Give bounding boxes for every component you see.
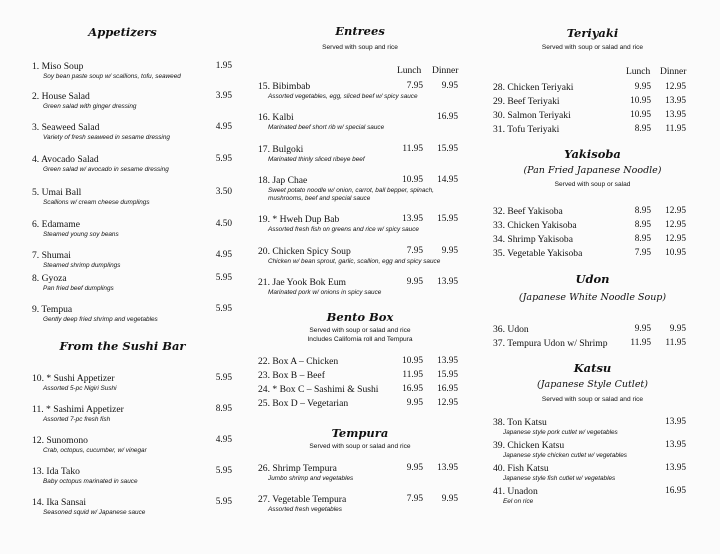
lunch-price: 16.95 <box>402 384 423 394</box>
lunch-price: 11.95 <box>402 144 423 154</box>
lunch-price: 10.95 <box>630 96 651 106</box>
dinner-header: Dinner <box>660 67 687 77</box>
dinner-price: 16.95 <box>437 112 458 122</box>
item-description: Gently deep fried shrimp and vegetables <box>43 316 158 323</box>
item-name: 8. Gyoza <box>32 273 67 284</box>
section-title-tempura: Tempura <box>331 426 389 440</box>
lunch-price: 8.95 <box>634 124 651 134</box>
item-name: 34. Shrimp Yakisoba <box>493 234 573 245</box>
item-name: 16. Kalbi <box>258 112 294 123</box>
item-name: 6. Edamame <box>32 219 80 230</box>
item-name: 38. Ton Katsu <box>493 417 547 428</box>
section-subtitle-2: Served with soup or salad <box>554 181 631 188</box>
item-price: 5.95 <box>215 304 232 314</box>
item-description: Steamed young soy beans <box>43 231 119 238</box>
section-subtitle-2: Includes California roll and Tempura <box>307 336 413 343</box>
lunch-price: 7.95 <box>406 246 423 256</box>
dinner-price: 13.95 <box>665 96 686 106</box>
item-name: 36. Udon <box>493 324 529 335</box>
item-name: 11. * Sashimi Appetizer <box>32 404 124 415</box>
dinner-price: 9.95 <box>441 494 458 504</box>
dinner-price: 9.95 <box>441 246 458 256</box>
dinner-price: 15.95 <box>437 370 458 380</box>
section-title-teriyaki: Teriyaki <box>566 26 619 40</box>
column-entrees <box>245 0 475 554</box>
item-name: 35. Vegetable Yakisoba <box>493 248 583 259</box>
item-name: 4. Avocado Salad <box>32 154 99 165</box>
dinner-price: 13.95 <box>437 277 458 287</box>
item-name: 28. Chicken Teriyaki <box>493 82 574 93</box>
item-description: Assorted fresh vegetables <box>268 506 342 513</box>
dinner-price: 13.95 <box>437 356 458 366</box>
lunch-price: 8.95 <box>634 220 651 230</box>
item-price: 1.95 <box>215 61 232 71</box>
item-description: Scallions w/ cream cheese dumplings <box>43 199 150 206</box>
lunch-price: 9.95 <box>406 277 423 287</box>
item-description: Assorted vegetables, egg, sliced beef w/ spicy sauce <box>268 93 418 100</box>
dinner-price: 13.95 <box>665 110 686 120</box>
item-name: 13. Ida Tako <box>32 466 80 477</box>
column-appetizers <box>0 0 245 554</box>
item-name: 10. * Sushi Appetizer <box>32 373 115 384</box>
lunch-price: 10.95 <box>402 175 423 185</box>
section-subtitle: Served with soup or salad and rice <box>541 44 644 51</box>
item-name: 20. Chicken Spicy Soup <box>258 246 351 257</box>
section-title-udon: Udon <box>575 272 610 286</box>
item-name: 27. Vegetable Tempura <box>258 494 347 505</box>
item-name: 2. House Salad <box>32 91 90 102</box>
section-title-sushi-bar: From the Sushi Bar <box>59 339 186 353</box>
lunch-price: 11.95 <box>630 338 651 348</box>
item-price: 4.50 <box>215 219 232 229</box>
item-name: 17. Bulgoki <box>258 144 304 155</box>
lunch-price: 9.95 <box>634 324 651 334</box>
item-name: 14. Ika Sansai <box>32 497 87 508</box>
item-description: Seasoned squid w/ Japanese sauce <box>43 509 146 516</box>
item-name: 1. Miso Soup <box>32 61 84 72</box>
item-name: 21. Jae Yook Bok Eum <box>258 277 346 288</box>
dinner-price: 14.95 <box>437 175 458 185</box>
section-subtitle: Served with soup or salad and rice <box>309 443 411 450</box>
dinner-price: 10.95 <box>665 248 686 258</box>
item-description: Assorted 7-pc fresh fish <box>43 416 111 423</box>
section-subtitle: (Pan Fried Japanese Noodle) <box>523 165 662 176</box>
item-price: 4.95 <box>215 250 232 260</box>
item-description: Green salad w/ avocado in sesame dressing <box>43 166 169 173</box>
item-name: 30. Salmon Teriyaki <box>493 110 571 121</box>
dinner-price: 15.95 <box>437 144 458 154</box>
lunch-price: 9.95 <box>406 463 423 473</box>
section-subtitle: Served with soup and rice <box>322 44 398 51</box>
item-name: 5. Umai Ball <box>32 187 82 198</box>
item-description: Eel on rice <box>503 498 534 505</box>
item-price: 4.95 <box>215 435 232 445</box>
item-name: 25. Box D – Vegetarian <box>258 398 349 409</box>
lunch-price: 7.95 <box>406 494 423 504</box>
item-description: Marinated beef short rib w/ special sauce <box>268 124 385 131</box>
item-name: 18. Jap Chae <box>258 175 308 186</box>
item-description: Assorted 5-pc Nigiri Sushi <box>43 385 117 392</box>
item-price: 3.50 <box>215 187 232 197</box>
item-description: Assorted fresh fish on greens and rice w/ spicy sauce <box>268 226 419 233</box>
dinner-price: 11.95 <box>665 338 686 348</box>
item-name: 37. Tempura Udon w/ Shrimp <box>493 338 608 349</box>
item-name: 7. Shumai <box>32 250 71 261</box>
section-subtitle: (Japanese Style Cutlet) <box>537 379 648 390</box>
lunch-price: 10.95 <box>630 110 651 120</box>
section-title-bento: Bento Box <box>326 310 394 324</box>
item-name: 22. Box A – Chicken <box>258 356 339 367</box>
dinner-price: 12.95 <box>665 220 686 230</box>
item-price: 5.95 <box>215 273 232 283</box>
item-description: Pan fried beef dumplings <box>43 285 114 292</box>
lunch-header: Lunch <box>397 66 422 76</box>
item-description: Baby octopus marinated in sauce <box>43 478 138 485</box>
item-name: 32. Beef Yakisoba <box>493 206 563 217</box>
dinner-price: 13.95 <box>437 463 458 473</box>
item-name: 29. Beef Teriyaki <box>493 96 560 107</box>
item-name: 40. Fish Katsu <box>493 463 549 474</box>
lunch-price: 11.95 <box>402 370 423 380</box>
dinner-price: 12.95 <box>665 82 686 92</box>
item-name: 33. Chicken Yakisoba <box>493 220 577 231</box>
item-name: 3. Seaweed Salad <box>32 122 100 133</box>
lunch-price: 9.95 <box>634 82 651 92</box>
dinner-price: 16.95 <box>437 384 458 394</box>
item-name: 24. * Box C – Sashimi & Sushi <box>258 384 379 395</box>
section-title-katsu: Katsu <box>573 361 612 375</box>
item-name: 41. Unadon <box>493 486 538 497</box>
item-price: 13.95 <box>665 417 686 427</box>
section-subtitle: (Japanese White Noodle Soup) <box>518 292 667 303</box>
dinner-price: 12.95 <box>665 206 686 216</box>
item-name: 9. Tempua <box>32 304 73 315</box>
dinner-price: 9.95 <box>441 81 458 91</box>
item-price: 4.95 <box>215 122 232 132</box>
section-title-entrees: Entrees <box>335 24 385 38</box>
item-name: 26. Shrimp Tempura <box>258 463 337 474</box>
item-description: Green salad with ginger dressing <box>43 103 137 110</box>
lunch-price: 7.95 <box>406 81 423 91</box>
item-description: Variety of fresh seaweed in sesame dressing <box>43 134 170 141</box>
item-description: Japanese style chicken cutlet w/ vegetables <box>503 452 627 459</box>
column-teriyaki <box>475 0 720 554</box>
item-price: 5.95 <box>215 466 232 476</box>
item-price: 5.95 <box>215 497 232 507</box>
lunch-price: 13.95 <box>402 214 423 224</box>
item-description: Sweet potato noodle w/ onion, carrot, ball bepper, spinach, mushrooms, beef and special sauce <box>268 187 434 202</box>
lunch-price: 8.95 <box>634 234 651 244</box>
lunch-header: Lunch <box>626 67 651 77</box>
lunch-price: 9.95 <box>406 398 423 408</box>
item-description: Steamed shrimp dumplings <box>43 262 121 269</box>
item-price: 5.95 <box>215 154 232 164</box>
item-price: 8.95 <box>215 404 232 414</box>
item-price: 16.95 <box>665 486 686 496</box>
item-description: Soy bean paste soup w/ scallions, tofu, seaweed <box>43 73 181 80</box>
section-subtitle: Served with soup or salad and rice <box>309 327 411 334</box>
item-description: Jumbo shrimp and vegetables <box>268 475 354 482</box>
item-price: 3.95 <box>215 91 232 101</box>
lunch-price: 8.95 <box>634 206 651 216</box>
dinner-price: 12.95 <box>437 398 458 408</box>
item-name: 39. Chicken Katsu <box>493 440 565 451</box>
dinner-price: 11.95 <box>665 124 686 134</box>
item-price: 13.95 <box>665 440 686 450</box>
item-description: Marinated thinly sliced ribeye beef <box>268 156 365 163</box>
lunch-price: 7.95 <box>634 248 651 258</box>
item-name: 15. Bibimbab <box>258 81 311 92</box>
item-description: Japanese style pork cutlet w/ vegetables <box>503 429 618 436</box>
item-description: Japanese style fish cutlet w/ vegetables <box>503 475 616 482</box>
lunch-price: 10.95 <box>402 356 423 366</box>
item-name: 23. Box B – Beef <box>258 370 325 381</box>
dinner-header: Dinner <box>432 66 459 76</box>
item-description: Marinated pork w/ onions in spicy sauce <box>268 289 382 296</box>
item-name: 12. Sunomono <box>32 435 88 446</box>
item-name: 19. * Hweh Dup Bab <box>258 214 340 225</box>
section-title-yakisoba: Yakisoba <box>564 147 621 161</box>
item-description: Crab, octopus, cucumber, w/ vinegar <box>43 447 147 454</box>
dinner-price: 15.95 <box>437 214 458 224</box>
item-price: 13.95 <box>665 463 686 473</box>
section-subtitle-2: Served with soup or salad and rice <box>541 396 644 403</box>
item-name: 31. Tofu Teriyaki <box>493 124 560 135</box>
section-title-appetizers: Appetizers <box>88 25 157 39</box>
dinner-price: 12.95 <box>665 234 686 244</box>
item-price: 5.95 <box>215 373 232 383</box>
dinner-price: 9.95 <box>669 324 686 334</box>
item-description: Chicken w/ bean sprout, garlic, scallion, egg and spicy sauce <box>268 258 441 265</box>
